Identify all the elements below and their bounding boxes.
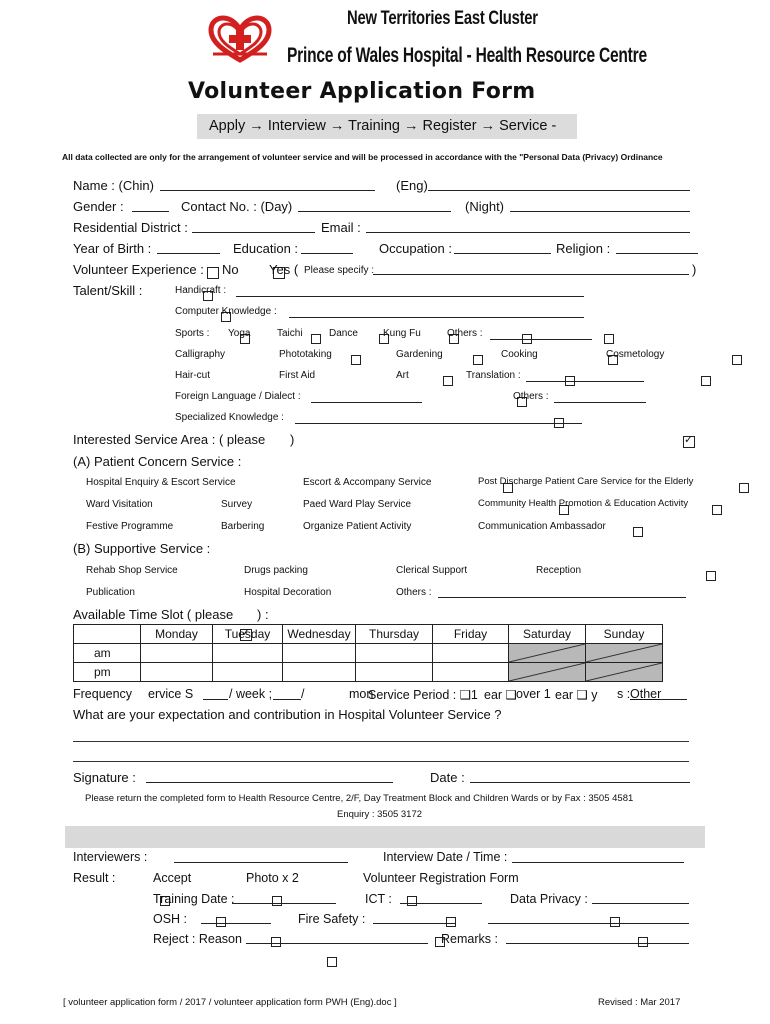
- name-chin-label: Name : (Chin): [73, 178, 154, 193]
- service-others-label: Others :: [396, 587, 432, 598]
- rehab-label: Rehab Shop Service: [86, 565, 178, 576]
- osh-field[interactable]: [201, 912, 271, 924]
- community-label: Community Health Promotion & Education Activity: [478, 498, 689, 509]
- cluster-name: New Territories East Cluster: [347, 8, 538, 29]
- talent-others-label: Others :: [513, 391, 549, 402]
- yob-label: Year of Birth :: [73, 241, 152, 256]
- cooking-checkbox[interactable]: [732, 355, 742, 365]
- experience-label: Volunteer Experience :: [73, 262, 204, 277]
- accept-label: Accept: [153, 871, 192, 885]
- gender-field[interactable]: [132, 200, 169, 212]
- gender-label: Gender :: [73, 199, 124, 214]
- supportive-title: (B) Supportive Service :: [73, 541, 211, 556]
- day-header: Thursday: [356, 625, 433, 644]
- interviewers-field[interactable]: [174, 851, 348, 863]
- frequency-part3: /: [301, 687, 305, 701]
- slot-cell[interactable]: [141, 644, 213, 663]
- sports-others-checkbox[interactable]: [604, 334, 614, 344]
- patient-concern-title: (A) Patient Concern Service :: [73, 454, 242, 469]
- clerical-label: Clerical Support: [396, 565, 468, 576]
- festive-label: Festive Programme: [86, 521, 174, 532]
- email-field[interactable]: [366, 221, 690, 233]
- interview-date-label: Interview Date / Time :: [383, 850, 508, 864]
- escort-label: Escort & Accompany Service: [303, 477, 432, 488]
- training-field[interactable]: [232, 892, 336, 904]
- post-discharge-label: Post Discharge Patient Care Service for the Elderly: [478, 476, 694, 487]
- enquiry-number: Enquiry : 3505 3172: [337, 809, 423, 820]
- festive-checkbox[interactable]: [633, 527, 643, 537]
- service-period-part3: over 1: [516, 687, 551, 701]
- fire-field[interactable]: [373, 912, 456, 924]
- interview-date-field[interactable]: [512, 851, 684, 863]
- row-label: pm: [74, 663, 141, 682]
- reject-checkbox[interactable]: [327, 957, 337, 967]
- specialized-label: Specialized Knowledge :: [175, 412, 284, 423]
- service-period-part2: ear ❑: [484, 688, 517, 702]
- contact-night-label: (Night): [465, 199, 505, 214]
- contact-day-field[interactable]: [298, 200, 451, 212]
- experience-yes-label: Yes (: [269, 262, 299, 277]
- privacy-label: Data Privacy :: [510, 892, 588, 906]
- table-corner-cell: [74, 625, 141, 644]
- reject-reason-field[interactable]: [246, 932, 428, 944]
- name-eng-field[interactable]: [428, 179, 690, 191]
- slot-cell[interactable]: [213, 663, 283, 682]
- yob-field[interactable]: [157, 242, 220, 254]
- expectation-question: What are your expectation and contribution in Hospital Volunteer Service ?: [73, 707, 502, 722]
- frequency-times2-field[interactable]: [273, 688, 301, 700]
- hospital-enquiry-label: Hospital Enquiry & Escort Service: [86, 477, 236, 488]
- handicraft-label: Handicraft :: [175, 285, 227, 296]
- organize-label: Organize Patient Activity: [303, 521, 412, 532]
- occupation-label: Occupation :: [379, 241, 452, 256]
- tick-box-icon: [683, 436, 695, 448]
- service-period-other: Other: [630, 687, 662, 701]
- slot-cell[interactable]: [283, 644, 356, 663]
- kungfu-label: Kung Fu: [383, 328, 421, 339]
- slot-cell[interactable]: [433, 644, 509, 663]
- slot-cell[interactable]: [356, 663, 433, 682]
- cosmetology-label: Cosmetology: [606, 349, 665, 360]
- slot-cell[interactable]: [433, 663, 509, 682]
- process-flow: Apply → Interview → Training → Register → Service -: [197, 114, 577, 139]
- slot-cell[interactable]: [141, 663, 213, 682]
- frequency-part1: ervice S: [148, 687, 194, 701]
- contact-day-label: Contact No. : (Day): [181, 199, 293, 214]
- specialized-field[interactable]: [295, 412, 582, 424]
- fire-label: Fire Safety :: [298, 912, 366, 926]
- service-period-part5: s :: [617, 687, 631, 701]
- phototaking-checkbox[interactable]: [473, 355, 483, 365]
- slot-cell-shaded[interactable]: [586, 663, 663, 682]
- talent-others-field[interactable]: [554, 391, 646, 403]
- firstaid-label: First Aid: [279, 370, 316, 381]
- education-label: Education :: [233, 241, 299, 256]
- yoga-label: Yoga: [228, 328, 251, 339]
- occupation-field[interactable]: [454, 242, 551, 254]
- remarks-field[interactable]: [506, 932, 689, 944]
- training-label: Training Date :: [153, 892, 235, 906]
- table-row: [74, 644, 663, 663]
- expectation-line-1[interactable]: [73, 741, 689, 742]
- phototaking-label: Phototaking: [279, 349, 332, 360]
- religion-label: Religion :: [556, 241, 611, 256]
- slot-cell-shaded[interactable]: [509, 644, 586, 663]
- ambassador-label: Communication Ambassador: [478, 521, 606, 532]
- cooking-label: Cooking: [501, 349, 538, 360]
- reception-label: Reception: [536, 565, 582, 576]
- table-row: [74, 663, 663, 682]
- dance-label: Dance: [329, 328, 358, 339]
- signature-label: Signature :: [73, 770, 136, 785]
- footer-revised: Revised : Mar 2017: [598, 997, 681, 1008]
- page-title: Volunteer Application Form: [188, 79, 536, 104]
- translation-label: Translation :: [466, 370, 521, 381]
- return-note: Please return the completed form to Health Resource Centre, 2/F, Day Treatment Block and Children Wards or by Fax : 3505 4581: [85, 793, 634, 804]
- slot-cell[interactable]: [356, 644, 433, 663]
- sports-others-field[interactable]: [490, 328, 592, 340]
- slot-cell[interactable]: [283, 663, 356, 682]
- timeslot-label: Available Time Slot ( please: [73, 607, 234, 622]
- contact-night-field[interactable]: [510, 200, 690, 212]
- art-label: Art: [396, 370, 409, 381]
- timeslot-label-end: ) :: [257, 607, 269, 622]
- calligraphy-checkbox[interactable]: [351, 355, 361, 365]
- slot-cell-shaded[interactable]: [509, 663, 586, 682]
- haircut-checkbox[interactable]: [443, 376, 453, 386]
- office-use-bar: [65, 826, 705, 848]
- foreign-language-field[interactable]: [311, 391, 422, 403]
- talent-label: Talent/Skill :: [73, 283, 143, 298]
- name-eng-label: (Eng): [396, 178, 428, 193]
- rehab-checkbox[interactable]: [706, 571, 716, 581]
- haircut-label: Hair-cut: [175, 370, 211, 381]
- slot-cell-shaded[interactable]: [586, 644, 663, 663]
- frequency-part4: mon: [349, 687, 374, 701]
- table-row: [74, 625, 663, 644]
- experience-specify-field[interactable]: [373, 263, 689, 275]
- day-header: Sunday: [586, 625, 663, 644]
- osh-label: OSH :: [153, 912, 188, 926]
- interested-close: ): [290, 432, 295, 447]
- interested-label: Interested Service Area : ( please: [73, 432, 266, 447]
- timeslot-table: [73, 624, 663, 682]
- district-field[interactable]: [192, 221, 315, 233]
- service-period-part4: ear ❑ y: [555, 688, 598, 702]
- frequency-times-field[interactable]: [203, 688, 228, 700]
- extra-field[interactable]: [488, 912, 689, 924]
- slot-cell[interactable]: [213, 644, 283, 663]
- privacy-field[interactable]: [592, 892, 689, 904]
- drugs-label: Drugs packing: [244, 565, 308, 576]
- ict-label: ICT :: [365, 892, 392, 906]
- survey-label: Survey: [221, 499, 253, 510]
- service-period-other-field[interactable]: [660, 688, 687, 700]
- day-header: Friday: [433, 625, 509, 644]
- taichi-label: Taichi: [277, 328, 303, 339]
- service-period-label: Service Period : ❑1: [368, 688, 478, 702]
- computer-field[interactable]: [289, 306, 584, 318]
- privacy-notice: All data collected are only for the arrangement of volunteer service and will be processed in accordance with the "Personal Data (Privacy) Ordinance: [62, 152, 663, 162]
- foreign-language-label: Foreign Language / Dialect :: [175, 391, 301, 402]
- day-header: Saturday: [509, 625, 586, 644]
- footer-file: [ volunteer application form / 2017 / volunteer application form PWH (Eng).doc ]: [63, 997, 397, 1008]
- signature-field[interactable]: [146, 771, 393, 783]
- sports-others-label: Others :: [447, 328, 483, 339]
- registration-label: Volunteer Registration Form: [363, 871, 519, 885]
- day-header: Tuesday: [213, 625, 283, 644]
- calligraphy-label: Calligraphy: [175, 349, 226, 360]
- experience-close-paren: ): [692, 262, 697, 277]
- please-specify-label: Please specify :: [304, 265, 375, 276]
- ward-visit-label: Ward Visitation: [86, 499, 153, 510]
- date-field[interactable]: [470, 771, 690, 783]
- email-label: Email :: [321, 220, 361, 235]
- barbering-label: Barbering: [221, 521, 265, 532]
- photo-label: Photo x 2: [246, 871, 299, 885]
- survey-checkbox[interactable]: [712, 505, 722, 515]
- publication-label: Publication: [86, 587, 135, 598]
- art-checkbox[interactable]: [701, 376, 711, 386]
- ict-field[interactable]: [400, 892, 482, 904]
- row-label: am: [74, 644, 141, 663]
- gardening-label: Gardening: [396, 349, 443, 360]
- service-others-field[interactable]: [438, 586, 686, 598]
- day-header: Wednesday: [283, 625, 356, 644]
- result-label: Result :: [73, 871, 116, 885]
- translation-field[interactable]: [526, 370, 644, 382]
- decoration-label: Hospital Decoration: [244, 587, 332, 598]
- education-field[interactable]: [301, 242, 353, 254]
- expectation-line-2[interactable]: [73, 761, 689, 762]
- frequency-part2: / week ;: [229, 687, 273, 701]
- sports-label: Sports :: [175, 328, 210, 339]
- handicraft-field[interactable]: [236, 285, 584, 297]
- escort-checkbox[interactable]: [739, 483, 749, 493]
- hospital-name: Prince of Wales Hospital - Health Resource Centre: [287, 44, 647, 67]
- day-header: Monday: [141, 625, 213, 644]
- reject-label: Reject : Reason: [153, 932, 242, 946]
- interviewers-label: Interviewers :: [73, 850, 148, 864]
- yoga-checkbox[interactable]: [311, 334, 321, 344]
- frequency-label: Frequency: [73, 687, 133, 701]
- experience-no-label: No: [222, 262, 239, 277]
- hospital-logo: [205, 14, 275, 64]
- computer-label: Computer Knowledge :: [175, 306, 277, 317]
- religion-field[interactable]: [616, 242, 698, 254]
- district-label: Residential District :: [73, 220, 188, 235]
- experience-no-checkbox[interactable]: [207, 267, 219, 279]
- name-chin-field[interactable]: [160, 179, 375, 191]
- remarks-label: Remarks :: [441, 932, 498, 946]
- paed-ward-label: Paed Ward Play Service: [303, 499, 412, 510]
- date-label: Date :: [430, 770, 465, 785]
